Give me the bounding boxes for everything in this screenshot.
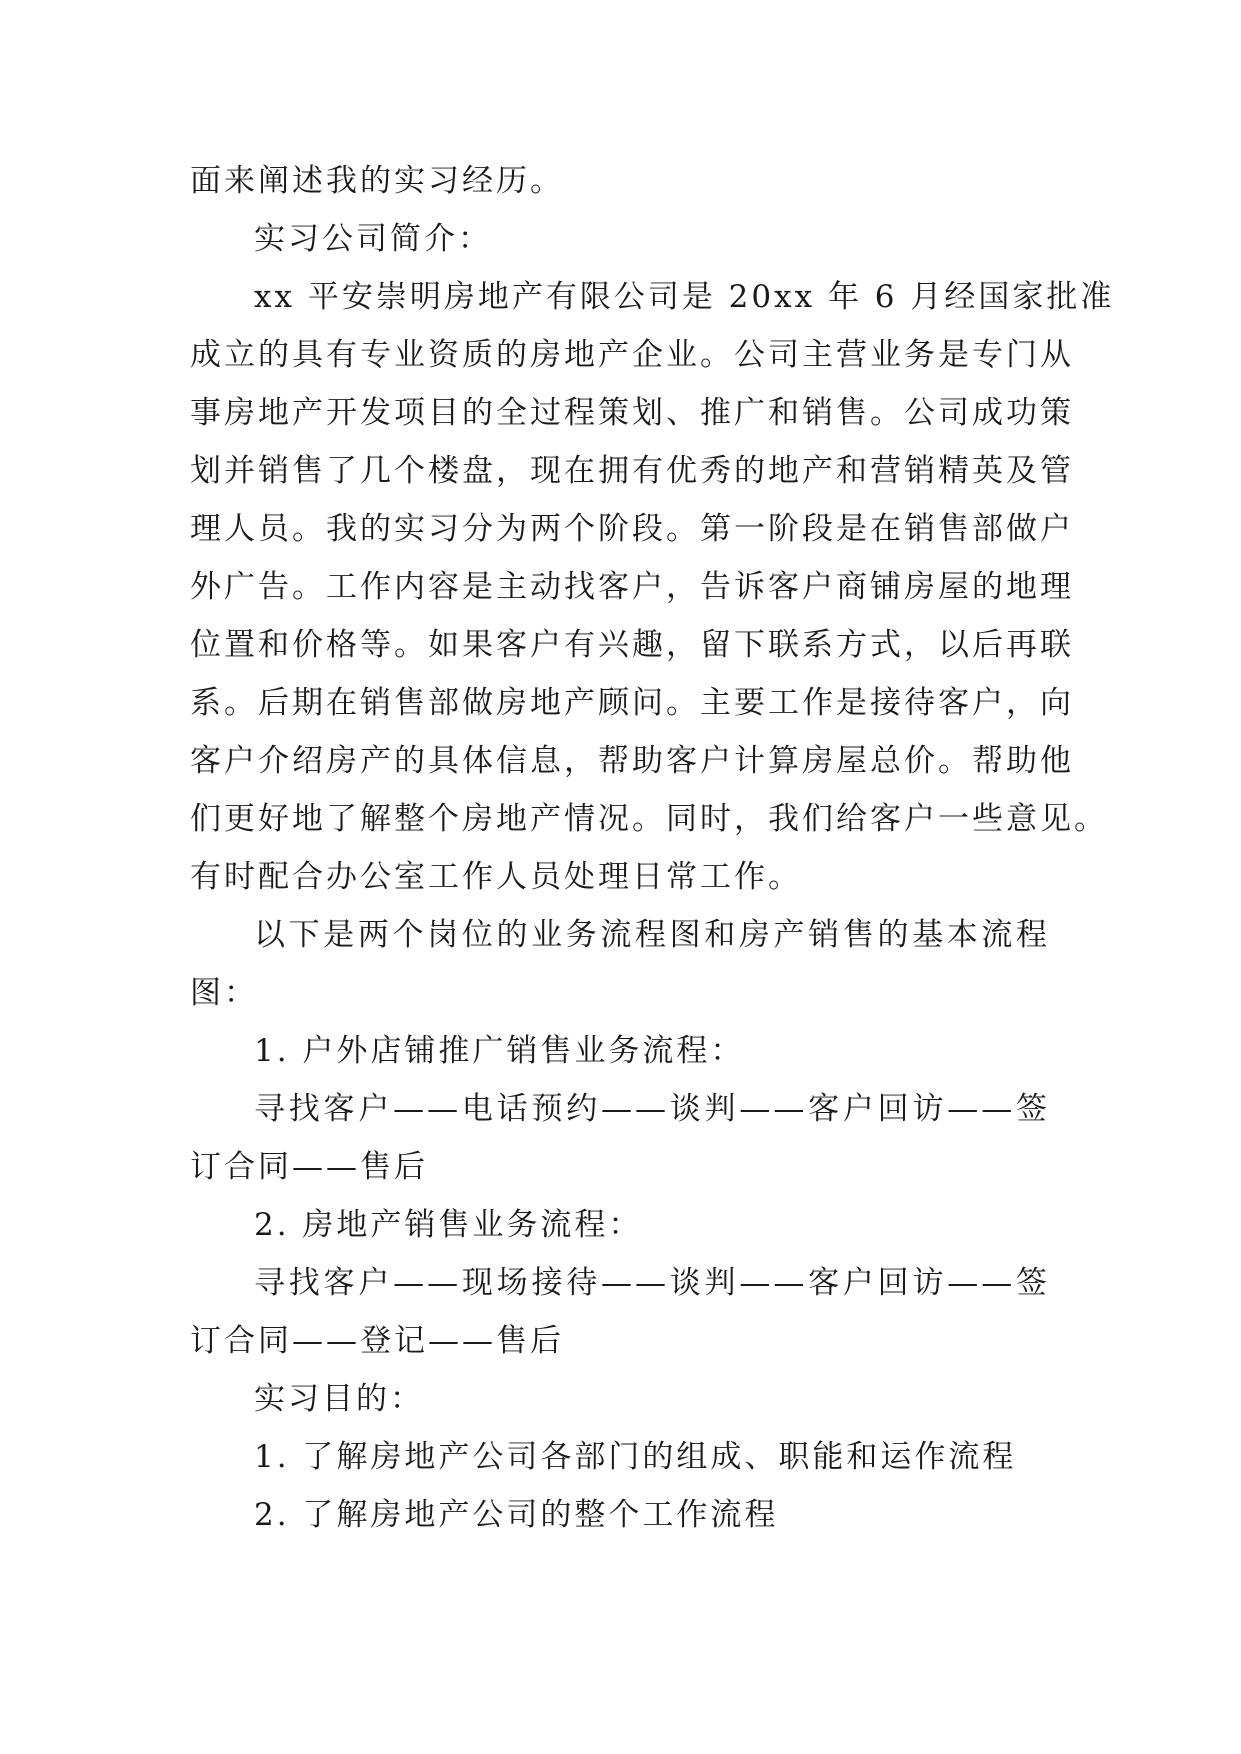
text-line: 订合同——售后 [190, 1149, 428, 1185]
text-line: 2. 了解房地产公司的整个工作流程 [254, 1497, 779, 1533]
section-heading-internship-purpose [190, 1370, 1050, 1428]
list-item-purpose-1 [190, 1428, 1050, 1486]
text-line: 1. 了解房地产公司各部门的组成、职能和运作流程 [254, 1439, 1017, 1475]
text-line: 实习目的： [254, 1381, 424, 1417]
text-line: 1. 户外店铺推广销售业务流程： [254, 1033, 745, 1069]
list-item-sales-process-title [190, 1196, 1050, 1254]
text-line: 以下是两个岗位的业务流程图和房产销售的基本流程 [254, 917, 1050, 953]
text-line: 事房地产开发项目的全过程策划、推广和销售。公司成功策 [190, 395, 1074, 431]
text-line: 们更好地了解整个房地产情况。同时，我们给客户一些意见。 [190, 801, 1108, 837]
paragraph-intro-continuation [190, 152, 1050, 210]
text-line: 图： [190, 975, 258, 1011]
paragraph-sales-process-steps [190, 1254, 1050, 1370]
text-line: 实习公司简介： [254, 221, 492, 257]
paragraph-company-description [190, 268, 1115, 906]
text-line: 寻找客户——电话预约——谈判——客户回访——签 [254, 1091, 1050, 1127]
paragraph-outdoor-process-steps [190, 1080, 1050, 1196]
text-line: 寻找客户——现场接待——谈判——客户回访——签 [254, 1265, 1050, 1301]
text-line: 客户介绍房产的具体信息，帮助客户计算房屋总价。帮助他 [190, 743, 1074, 779]
text-line: 划并销售了几个楼盘，现在拥有优秀的地产和营销精英及管 [190, 453, 1074, 489]
text-line: 成立的具有专业资质的房地产企业。公司主营业务是专门从 [190, 337, 1074, 373]
list-item-purpose-2 [190, 1486, 1050, 1544]
text-line: 面来阐述我的实习经历。 [190, 163, 564, 199]
text-line: 系。后期在销售部做房地产顾问。主要工作是接待客户，向 [190, 685, 1074, 721]
text-line: 理人员。我的实习分为两个阶段。第一阶段是在销售部做户 [190, 511, 1074, 547]
paragraph-flowchart-intro [190, 906, 1050, 1022]
text-line: 有时配合办公室工作人员处理日常工作。 [190, 859, 802, 895]
list-item-outdoor-process-title [190, 1022, 1050, 1080]
text-line: 订合同——登记——售后 [190, 1323, 564, 1359]
text-line: 位置和价格等。如果客户有兴趣，留下联系方式，以后再联 [190, 627, 1074, 663]
document-body [190, 152, 1115, 1544]
text-line: 外广告。工作内容是主动找客户，告诉客户商铺房屋的地理 [190, 569, 1074, 605]
text-line: 2. 房地产销售业务流程： [254, 1207, 643, 1243]
text-line: xx 平安崇明房地产有限公司是 20xx 年 6 月经国家批准 [254, 279, 1115, 315]
section-heading-company-intro [190, 210, 1050, 268]
